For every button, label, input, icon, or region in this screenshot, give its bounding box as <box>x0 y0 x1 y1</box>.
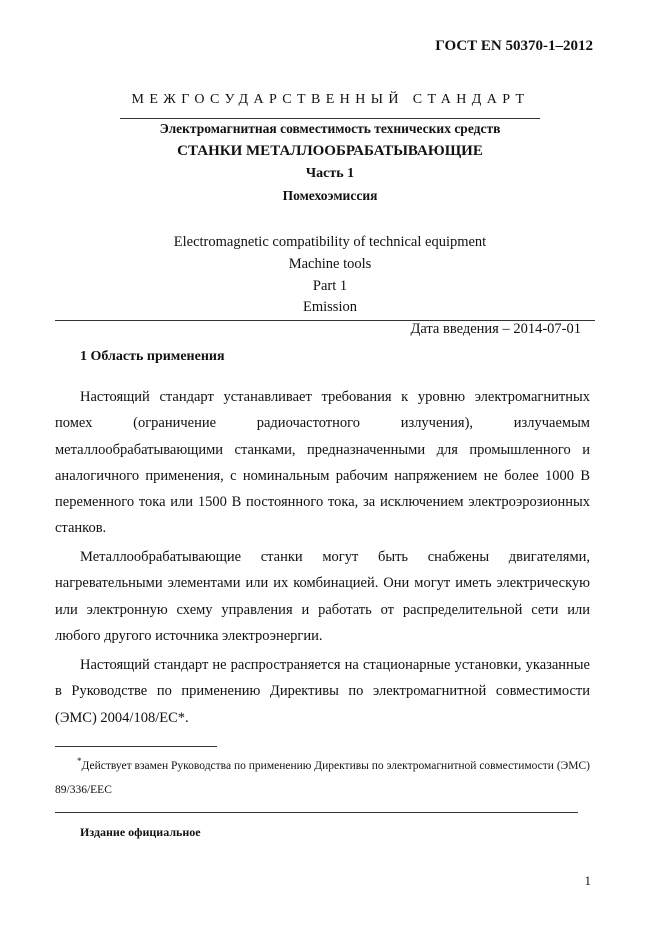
interstate-standard-title: МЕЖГОСУДАРСТВЕННЫЙ СТАНДАРТ <box>131 92 530 107</box>
title-en-part: Part 1 <box>312 278 348 294</box>
paragraph-1: Настоящий стандарт устанавливает требования к уровню электромагнитных помех (ограничение радиочастотного излучения), излучаемым металлообрабатывающими станками, предназначенными для промышленного и аналогичного применения, с номинальным рабочим напряжением не более 1000 В переменного тока или 1500 В постоянного тока, за исключением электроэрозионных станков. <box>55 389 590 537</box>
title-ru-part: Часть 1 <box>305 166 355 181</box>
paragraph-2: Металлообрабатывающие станки могут быть снабжены двигателями, нагревательными элементами или их комбинацией. Они могут иметь электрическую или электронную схему управления и работать от распределительной сети или любого другого источника электроэнергии. <box>55 549 590 644</box>
footnote-text: Действует взамен Руководства по применению Директивы по электромагнитной совместимости (ЭМС) 89/336/ЕЕС <box>55 759 590 796</box>
page-number: 1 <box>584 873 591 888</box>
title-en-line2: Machine tools <box>288 256 372 272</box>
paragraph-3: Настоящий стандарт не распространяется на стационарные установки, указанные в Руководстве по применению Директивы по электромагнитной совместимости (ЭМС) 2004/108/ЕС*. <box>55 657 590 726</box>
footnote-marker: * <box>77 756 82 766</box>
title-divider-top <box>120 118 540 119</box>
bottom-divider <box>55 812 578 813</box>
title-en-line1: Electromagnetic compatibility of technical equipment <box>173 234 487 250</box>
footnote <box>55 749 590 802</box>
title-ru-subtitle: Помехоэмиссия <box>282 188 378 203</box>
official-edition-label: Издание официальное <box>80 825 201 839</box>
standard-code: ГОСТ EN 50370-1–2012 <box>435 38 593 54</box>
section-heading: 1 Область применения <box>80 349 225 364</box>
title-ru-line2: СТАНКИ МЕТАЛЛООБРАБАТЫВАЮЩИЕ <box>177 143 483 159</box>
intro-date: Дата введения – 2014-07-01 <box>410 321 581 337</box>
title-ru-line1: Электромагнитная совместимость технических средств <box>159 121 501 136</box>
title-en-subtitle: Emission <box>303 299 357 315</box>
footnote-divider <box>55 746 217 747</box>
